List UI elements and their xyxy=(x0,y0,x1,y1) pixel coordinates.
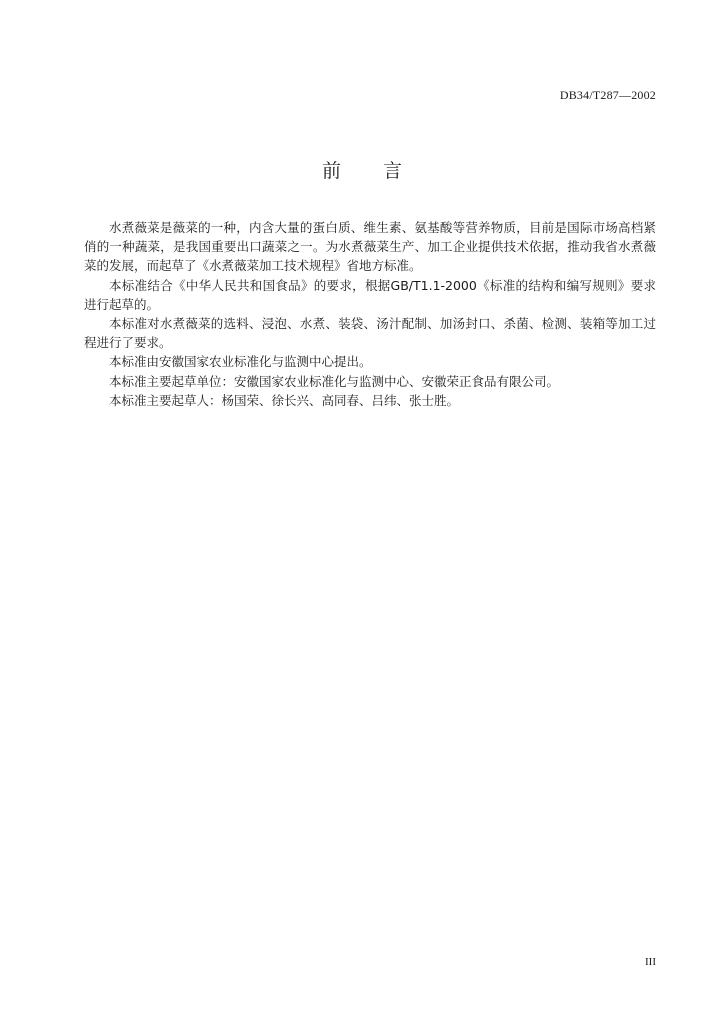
paragraph-scope: 本标准对水煮薇菜的选料、浸泡、水煮、装袋、汤汁配制、加汤封口、杀菌、检测、装箱等加工过程进行了要求。 xyxy=(84,316,656,351)
title-char-1: 前 xyxy=(321,160,341,182)
foreword-body xyxy=(84,218,656,410)
paragraph-drafters: 本标准主要起草人：杨国荣、徐长兴、高同春、吕纬、张士胜。 xyxy=(109,392,460,408)
standard-code: DB34/T287—2002 xyxy=(559,88,656,102)
title-char-2: 言 xyxy=(383,160,403,182)
paragraph-intro: 水煮薇菜是薇菜的一种，内含大量的蛋白质、维生素、氨基酸等营养物质，目前是国际市场高档紧俏的一种蔬菜，是我国重要出口蔬菜之一。为水煮薇菜生产、加工企业提供技术依据，推动我省水煮薇菜的发展，而起草了《水煮薇菜加工技术规程》省地方标准。 xyxy=(84,220,656,274)
page-title xyxy=(0,156,724,183)
page-number: III xyxy=(645,956,656,968)
paragraph-proposer: 本标准由安徽国家农业标准化与监测中心提出。 xyxy=(109,354,372,370)
paragraph-basis: 本标准结合《中华人民共和国食品》的要求，根据GB/T1.1-2000《标准的结构和编写规则》要求进行起草的。 xyxy=(84,277,656,312)
paragraph-drafting-unit: 本标准主要起草单位：安徽国家农业标准化与监测中心、安徽荣正食品有限公司。 xyxy=(109,373,560,389)
